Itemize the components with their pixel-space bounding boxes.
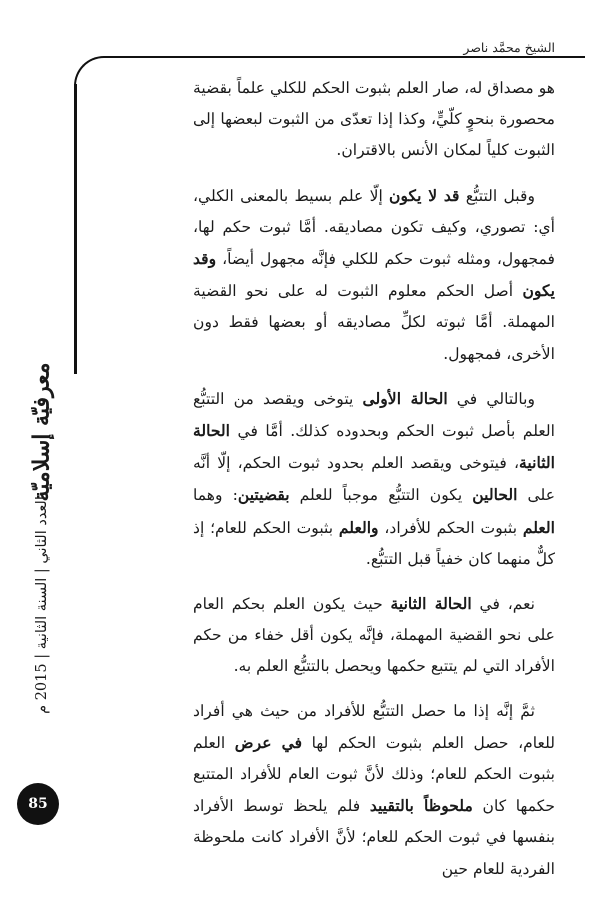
bold-run: ملحوظاً بالتقييد (369, 796, 473, 816)
bold-run: الحالة الثانية (390, 594, 472, 614)
text-run: إلّا علم بسيط بالمعنى الكلي، أي: تصوري، وكيف تكون مصاديقه. أمَّا ثبوت حكم لها، فمجهول، ومثله ثبوت حكم للكلي فإنَّه مجهول أيضاً، (193, 186, 555, 269)
bold-run: قد لا يكون (389, 185, 460, 205)
bold-run: وقد يكون (193, 249, 555, 301)
paragraph-3 (193, 383, 555, 575)
text-run: فلم يلحظ توسط الأفراد بنفسها في ثبوت الحكم للعام؛ لأنَّ الأفراد كانت ملحوظة الفردية للعام حين (193, 797, 555, 878)
bold-run: الحالين (472, 485, 518, 505)
text-run: : وهما (193, 486, 238, 505)
text-run: وبالتالي في (447, 389, 535, 408)
text-run: بثبوت الحكم للعام؛ إذ كلٌّ منهما كان خفياً قبل التتبُّع. (193, 518, 555, 568)
issue-info: العدد الثاني | السنة الثانية | 2015 م (34, 496, 51, 714)
paragraph-5 (193, 696, 555, 885)
page-number: 85 (17, 783, 59, 825)
text-run: ثمَّ إنَّه إذا ما حصل التتبُّع للأفراد من حيث هي أفراد للعام، حصل العلم بثبوت الحكم لها (193, 701, 555, 752)
issue-info-vertical (28, 496, 56, 714)
text-run: العلم بثبوت الحكم للعام؛ وذلك لأنَّ ثبوت العام للأفراد المتتبع حكمها كان (193, 733, 555, 816)
journal-title-vertical (28, 362, 56, 502)
text-run: ، فيتوخى ويقصد العلم بحدود ثبوت الحكم، إلّا أنَّه على (193, 454, 555, 505)
text-run: يكون التتبُّع موجباً للعلم (289, 486, 473, 505)
bold-run: بقضيتين (237, 485, 290, 505)
bold-run: الحالة الثانية (193, 421, 555, 473)
paragraph-1: هو مصداق له، صار العلم بثبوت الحكم للكلي علماً بقضية محصورة بنحوٍ كلّيٍّ، وكذا إذا تعدّى من الثبوت لبعضها إلى الثبوت كلياً لمكان الأنس بالاقتران. (193, 79, 555, 160)
paragraph-2 (193, 180, 555, 370)
text-run: نعم، في (471, 595, 535, 614)
text-run: بثبوت الحكم للأفراد، (378, 518, 523, 537)
text-run: أصل الحكم معلوم الثبوت له على نحو القضية المهملة. أمَّا ثبوته لكلِّ مصاديقه أو بعضها فقط دون الأخرى، فمجهول. (193, 282, 555, 363)
journal-title: معرفيّة إسلاميّة (29, 362, 56, 502)
paragraph-4 (193, 588, 555, 683)
text-run: يتوخى ويقصد من التتبُّع العلم بأصل ثبوت الحكم وبحدوده كذلك. أمَّا في (193, 389, 555, 441)
article-body (193, 73, 555, 898)
text-run: حيث يكون العلم بحكم العام على نحو القضية المهملة، فإنَّه يكون أقل خفاء من حكم الأفراد التي لم يتتبع حكمها ويحصل بالتتبُّع العلم به. (193, 595, 555, 676)
decorative-frame-line (74, 84, 77, 374)
bold-run: في عرض (234, 732, 303, 752)
bold-run: الحالة الأولى (362, 388, 448, 408)
text-run: وقبل التتبُّع (459, 186, 535, 205)
bold-run: العلم (522, 517, 555, 537)
bold-run: والعلم (338, 517, 379, 537)
running-head-author: الشيخ محمَّد ناصر (463, 40, 555, 55)
